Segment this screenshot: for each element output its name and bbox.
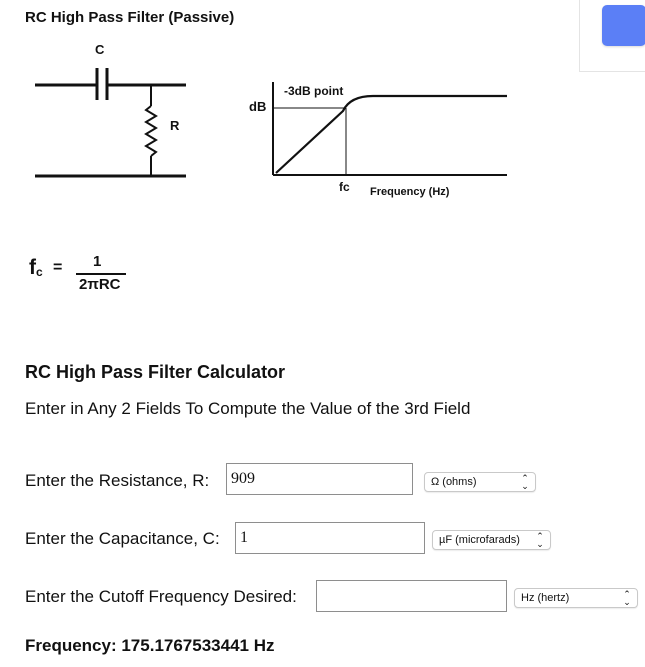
capacitance-unit-value: µF (microfarads) (439, 534, 520, 546)
frequency-axis-label: Frequency (Hz) (370, 186, 450, 198)
panel-divider (579, 71, 645, 72)
capacitance-input[interactable] (235, 522, 425, 554)
rc-circuit-diagram (30, 38, 195, 188)
formula-fraction-bar (76, 273, 126, 275)
frequency-input[interactable] (316, 580, 507, 612)
high-pass-response-graph (240, 78, 520, 203)
frequency-label: Enter the Cutoff Frequency Desired: (25, 587, 297, 606)
db-axis-label: dB (249, 99, 267, 114)
resistance-label: Enter the Resistance, R: (25, 471, 210, 490)
fc-axis-label: fc (339, 180, 350, 194)
computed-result: Frequency: 175.1767533441 Hz (25, 636, 275, 655)
page-title: RC High Pass Filter (Passive) (25, 9, 235, 26)
capacitance-label: Enter the Capacitance, C: (25, 529, 220, 548)
frequency-unit-value: Hz (hertz) (521, 592, 570, 604)
resistance-unit-select[interactable] (424, 472, 536, 492)
capacitance-unit-select[interactable] (432, 530, 551, 550)
frequency-unit-select[interactable] (514, 588, 638, 608)
formula-denominator: 2πRC (79, 276, 121, 293)
formula-c-sub: c (36, 265, 43, 279)
select-chevron-icon: ⌃ ⌄ (521, 473, 529, 491)
blue-action-button[interactable] (602, 5, 645, 46)
panel-divider (579, 0, 580, 71)
formula-equals: = (53, 259, 63, 276)
formula-numerator: 1 (93, 253, 102, 270)
formula-f: f (29, 256, 36, 279)
select-chevron-icon: ⌃ ⌄ (536, 531, 544, 549)
resistance-input[interactable] (226, 463, 413, 495)
resistance-unit-value: Ω (ohms) (431, 476, 477, 488)
minus-3db-label: -3dB point (284, 84, 344, 98)
select-chevron-icon: ⌃ ⌄ (623, 589, 631, 607)
capacitor-label: C (95, 42, 105, 57)
calculator-title: RC High Pass Filter Calculator (25, 362, 286, 382)
resistor-label: R (170, 118, 180, 133)
formula-fc (29, 256, 43, 280)
calculator-instructions: Enter in Any 2 Fields To Compute the Value of the 3rd Field (25, 399, 471, 418)
